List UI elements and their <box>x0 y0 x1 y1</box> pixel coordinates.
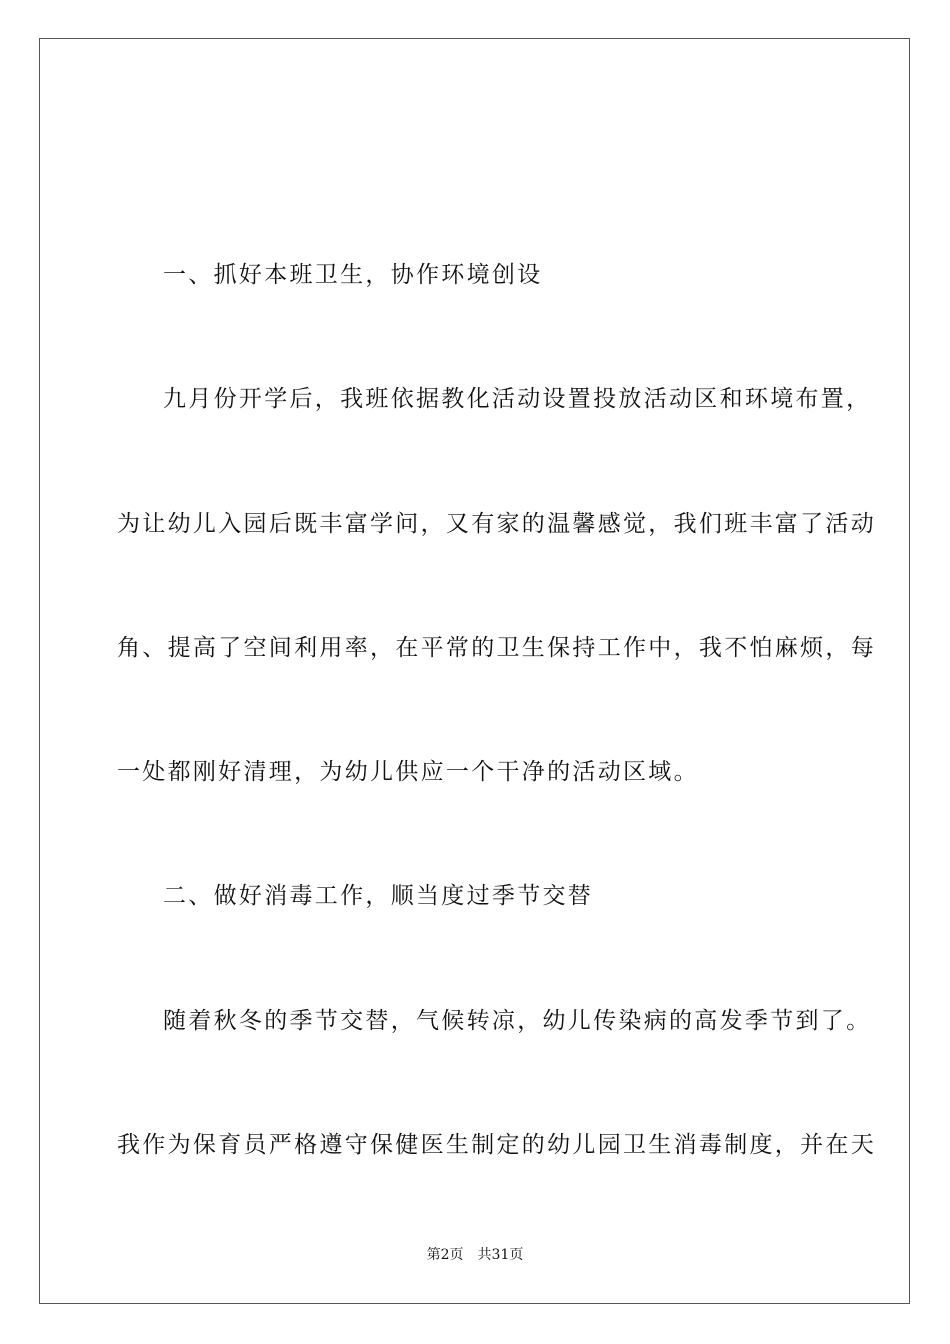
heading-section-2: 二、做好消毒工作，顺当度过季节交替 <box>163 883 594 909</box>
page-footer <box>0 1245 950 1265</box>
page-number: 第2页 <box>426 1247 464 1263</box>
paragraph-line: 我作为保育员严格遵守保健医生制定的幼儿园卫生消毒制度，并在天 <box>117 1132 876 1158</box>
page-total: 共31页 <box>477 1247 524 1263</box>
paragraph-line: 角、提高了空间利用率，在平常的卫生保持工作中，我不怕麻烦，每 <box>117 635 876 661</box>
page-border <box>39 38 910 1304</box>
paragraph-line: 随着秋冬的季节交替，气候转凉，幼儿传染病的高发季节到了。 <box>163 1008 872 1034</box>
paragraph-line: 为让幼儿入园后既丰富学问，又有家的温馨感觉，我们班丰富了活动 <box>117 511 876 537</box>
paragraph-line: 一处都刚好清理，为幼儿供应一个干净的活动区域。 <box>117 759 699 785</box>
paragraph-line: 九月份开学后，我班依据教化活动设置投放活动区和环境布置， <box>163 386 872 412</box>
heading-section-1: 一、抓好本班卫生，协作环境创设 <box>163 262 543 288</box>
